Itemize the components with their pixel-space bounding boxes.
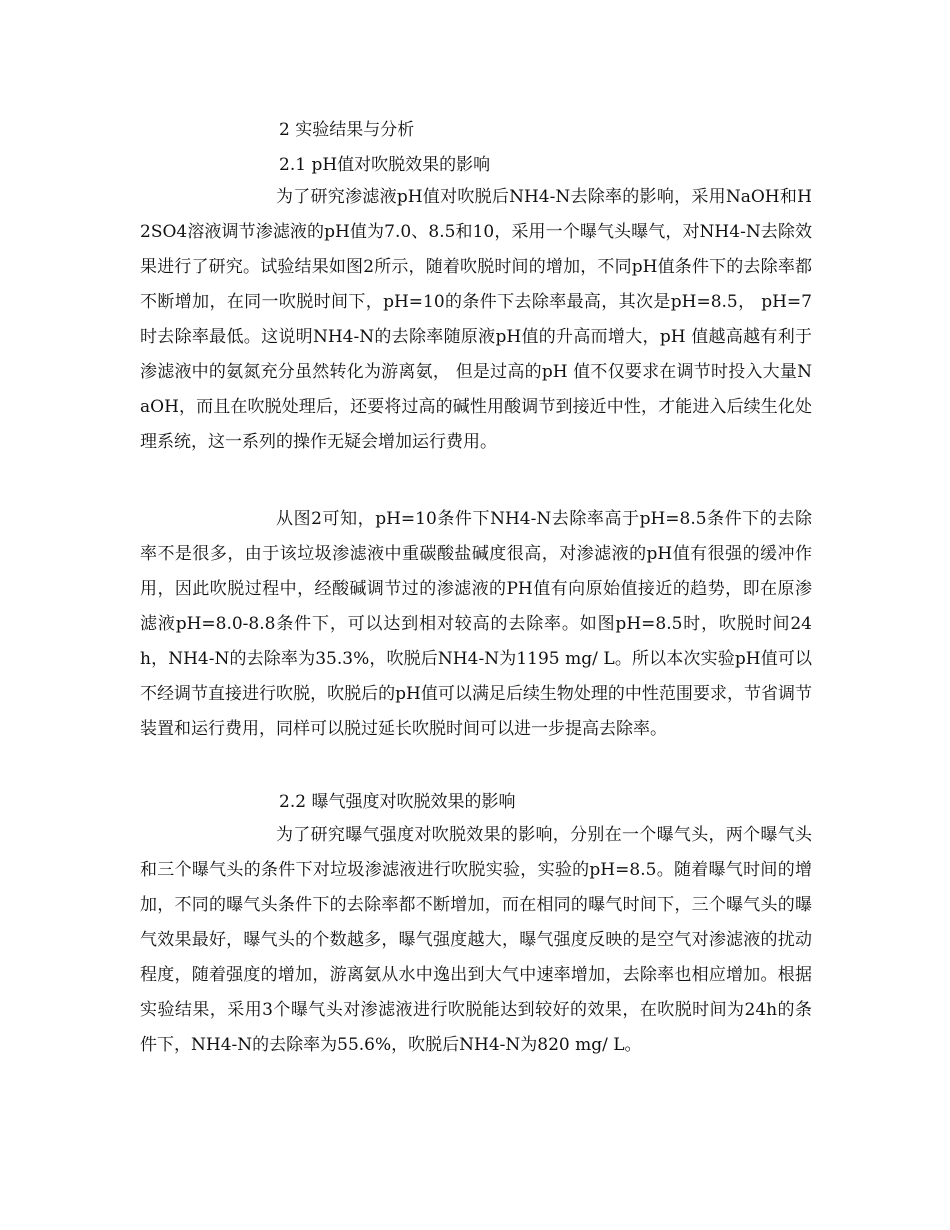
subsection-heading-ph: 2.1 pH值对吹脱效果的影响 xyxy=(279,155,491,175)
paragraph-ph-analysis: 从图2可知，pH=10条件下NH4-N去除率高于pH=8.5条件下的去除率不是很多，由于该垃圾渗滤液中重碳酸盐碱度很高，对渗滤液的pH值有很强的缓冲作用，因此吹脱过程中，经酸碱调节过的渗滤液的PH值有向原始值接近的趋势，即在原渗滤液pH=8.0-8.8条件下，可以达到相对较高的去除率。如图pH=8.5时，吹脱时间24h，NH4-N的去除率为35.3%，吹脱后NH4-N为1195 mg/ L。所以本次实验pH值可以不经调节直接进行吹脱，吹脱后的pH值可以满足后续生物处理的中性范围要求，节省调节装置和运行费用，同样可以脱过延长吹脱时间可以进一步提高去除率。 xyxy=(140,509,812,739)
paragraph-ph-intro: 为了研究渗滤液pH值对吹脱后NH4-N去除率的影响，采用NaOH和H2SO4溶液调节渗滤液的pH值为7.0、8.5和10，采用一个曝气头曝气，对NH4-N去除效果进行了研究。试验结果如图2所示，随着吹脱时间的增加，不同pH值条件下的去除率都不断增加，在同一吹脱时间下，pH=10的条件下去除率最高，其次是pH=8.5， pH=7时去除率最低。这说明NH4-N的去除率随原液pH值的升高而增大，pH 值越高越有利于渗滤液中的氨氮充分虽然转化为游离氨， 但是过高的pH 值不仅要求在调节时投入大量NaOH，而且在吹脱处理后，还要将过高的碱性用酸调节到接近中性，才能进入后续生化处理系统，这一系列的操作无疑会增加运行费用。 xyxy=(140,187,812,452)
section-heading: 2 实验结果与分析 xyxy=(279,120,415,140)
subsection-heading-aeration: 2.2 曝气强度对吹脱效果的影响 xyxy=(279,792,516,812)
paragraph-aeration: 为了研究曝气强度对吹脱效果的影响，分别在一个曝气头，两个曝气头和三个曝气头的条件下对垃圾渗滤液进行吹脱实验，实验的pH=8.5。随着曝气时间的增加，不同的曝气头条件下的去除率都不断增加，而在相同的曝气时间下，三个曝气头的曝气效果最好，曝气头的个数越多，曝气强度越大，曝气强度反映的是空气对渗滤液的扰动程度，随着强度的增加，游离氨从水中逸出到大气中速率增加，去除率也相应增加。根据实验结果，采用3个曝气头对渗滤液进行吹脱能达到较好的效果，在吹脱时间为24h的条件下，NH4-N的去除率为55.6%，吹脱后NH4-N为820 mg/ L。 xyxy=(140,825,812,1055)
